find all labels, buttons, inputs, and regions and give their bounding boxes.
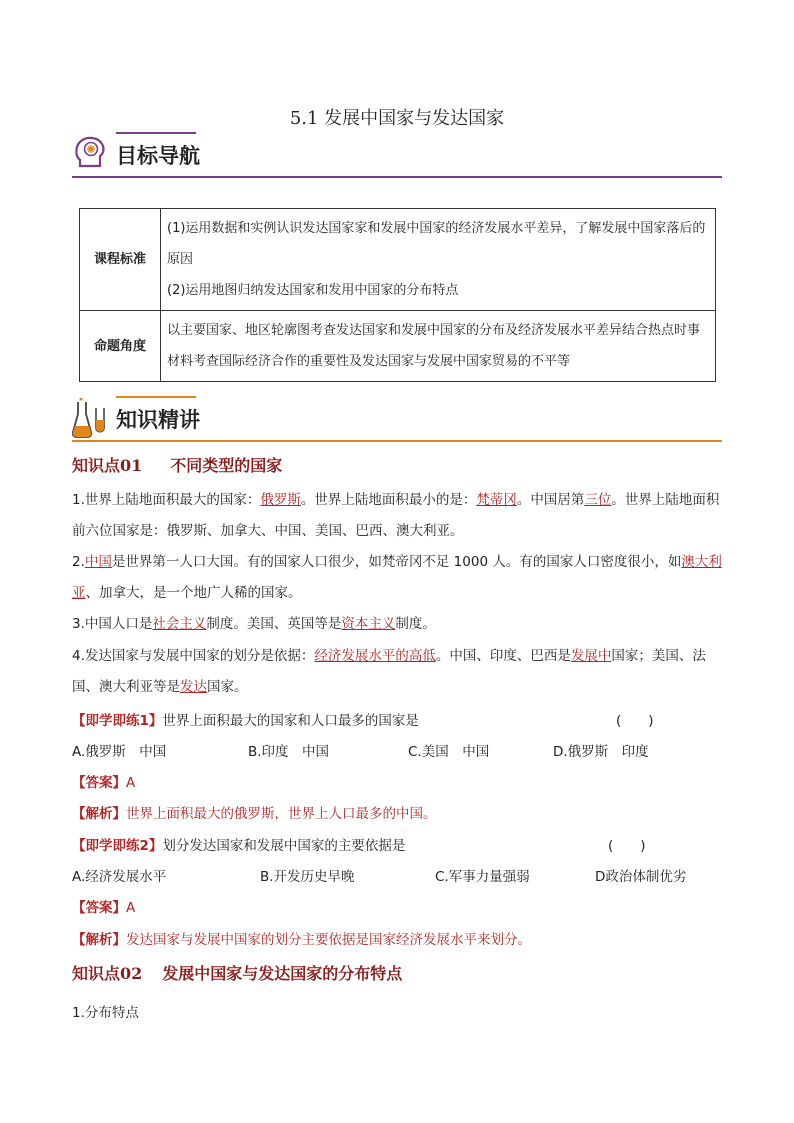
- option-c: C.军事力量强弱: [435, 869, 530, 885]
- text: 制度。: [395, 616, 436, 632]
- table-cell: [161, 209, 716, 311]
- table-row: [80, 209, 716, 311]
- question-stem: 世界上面积最大的国家和人口最多的国家是: [162, 713, 419, 729]
- paragraph-1: [72, 485, 724, 547]
- key-term: 中国: [84, 554, 112, 570]
- option-d: D政治体制优劣: [595, 869, 687, 885]
- key-term: 梵蒂冈: [476, 492, 517, 508]
- curriculum-table: [79, 208, 716, 382]
- knowledge-point-number: 知识点02: [72, 964, 143, 983]
- answer-line: [72, 896, 724, 918]
- practice-tag: 【即学即练2】: [72, 838, 163, 854]
- text: 是世界第一人口大国。有的国家人口很少，如梵帝冈不足 1000 人。有的国家人口密度很小，如: [111, 554, 682, 570]
- key-term: 经济发展水平的高低: [314, 648, 436, 664]
- text: 4.发达国家与发展中国家的划分是依据：: [72, 648, 315, 664]
- text: 3.中国人口是: [72, 616, 153, 632]
- answer-value: A: [126, 900, 136, 916]
- text: 。世界上陆地面积前六位国家是：俄罗斯、加拿大、中国、美国、巴西、澳大利亚。: [72, 492, 720, 539]
- options-row: [72, 740, 724, 762]
- knowledge-point-name: 发展中国家与发达国家的分布特点: [162, 964, 403, 983]
- answer-tag: 【答案】: [72, 775, 126, 791]
- analysis-text: 世界上面积最大的俄罗斯，世界上人口最多的中国。: [126, 806, 437, 822]
- key-term: 澳大利亚: [72, 554, 722, 601]
- text: 1.世界上陆地面积最大的国家：: [72, 492, 261, 508]
- paragraph-3: [72, 609, 724, 640]
- text: 2.: [72, 554, 85, 570]
- section-heading: 目标导航: [116, 144, 200, 168]
- practice-question-1: [72, 709, 724, 731]
- knowledge-point-name: 不同类型的国家: [170, 456, 283, 475]
- page-title: 5.1 发展中国家与发达国家: [289, 108, 505, 129]
- analysis-tag: 【解析】: [72, 932, 126, 948]
- option-b: B.印度 中国: [248, 744, 330, 760]
- text: 。中国、印度、巴西是: [435, 648, 571, 664]
- section-divider: [72, 440, 722, 442]
- answer-value: A: [126, 775, 136, 791]
- answer-line: [72, 771, 724, 793]
- question-stem: 划分发达国家和发展中国家的主要依据是: [162, 838, 406, 854]
- options-row: [72, 865, 724, 887]
- table-row: [80, 311, 716, 382]
- key-term: 三位: [584, 492, 612, 508]
- key-term: 资本主义: [341, 616, 396, 632]
- section-header-knowledge: [72, 398, 722, 442]
- section-accent-line: [116, 132, 196, 134]
- knowledge-point-number: 知识点01: [72, 456, 143, 475]
- table-header-cell: 命题角度: [80, 311, 161, 382]
- paragraph-5: 1.分布特点: [72, 1005, 139, 1021]
- text: 、加拿大，是一个地广人稀的国家。: [85, 585, 302, 601]
- knowledge-point-heading: [72, 453, 282, 476]
- section-divider: [72, 176, 722, 178]
- option-d: D.俄罗斯 印度: [553, 744, 649, 760]
- paragraph-2: [72, 547, 724, 609]
- answer-blank: ( ): [608, 838, 646, 854]
- key-term: 发达: [180, 679, 207, 695]
- text: 国家；美国、法国、澳大利亚等是: [72, 648, 706, 695]
- option-a: A.经济发展水平: [72, 869, 167, 885]
- text: 。世界上陆地面积最小的是：: [300, 492, 477, 508]
- brain-icon: [72, 134, 108, 170]
- table-cell: 以主要国家、地区轮廓图考查发达国家和发展中国家的分布及经济发展水平差异结合热点时事材料考查国际经济合作的重要性及发达国家与发展中国家贸易的不平等: [161, 311, 716, 382]
- section-heading: 知识精讲: [116, 408, 200, 432]
- analysis-line: [72, 802, 724, 824]
- option-b: B.开发历史早晚: [260, 869, 355, 885]
- table-header-cell: 课程标准: [80, 209, 161, 311]
- section-header-goals: [72, 134, 722, 178]
- option-a: A.俄罗斯 中国: [72, 744, 167, 760]
- answer-blank: ( ): [616, 713, 654, 729]
- knowledge-point-heading: [72, 961, 402, 984]
- practice-question-2: [72, 834, 724, 856]
- flask-icon: [72, 398, 108, 434]
- table-line: (1)运用数据和实例认识发达国家家和发展中国家的经济发展水平差异，了解发展中国家落后的原因: [167, 221, 706, 267]
- answer-tag: 【答案】: [72, 900, 126, 916]
- text: 国家。: [207, 679, 248, 695]
- option-c: C.美国 中国: [408, 744, 490, 760]
- practice-tag: 【即学即练1】: [72, 713, 163, 729]
- text: 制度。美国、英国等是: [206, 616, 342, 632]
- key-term: 发展中: [570, 648, 612, 664]
- key-term: 俄罗斯: [260, 492, 301, 508]
- analysis-line: [72, 928, 724, 950]
- table-line: (2)运用地图归纳发达国家和发用中国家的分布特点: [167, 283, 459, 298]
- analysis-text: 发达国家与发展中国家的划分主要依据是国家经济发展水平来划分。: [126, 932, 531, 948]
- paragraph-4: [72, 641, 724, 703]
- section-accent-line: [116, 396, 196, 398]
- key-term: 社会主义: [152, 616, 207, 632]
- analysis-tag: 【解析】: [72, 806, 126, 822]
- text: 。中国居第: [516, 492, 585, 508]
